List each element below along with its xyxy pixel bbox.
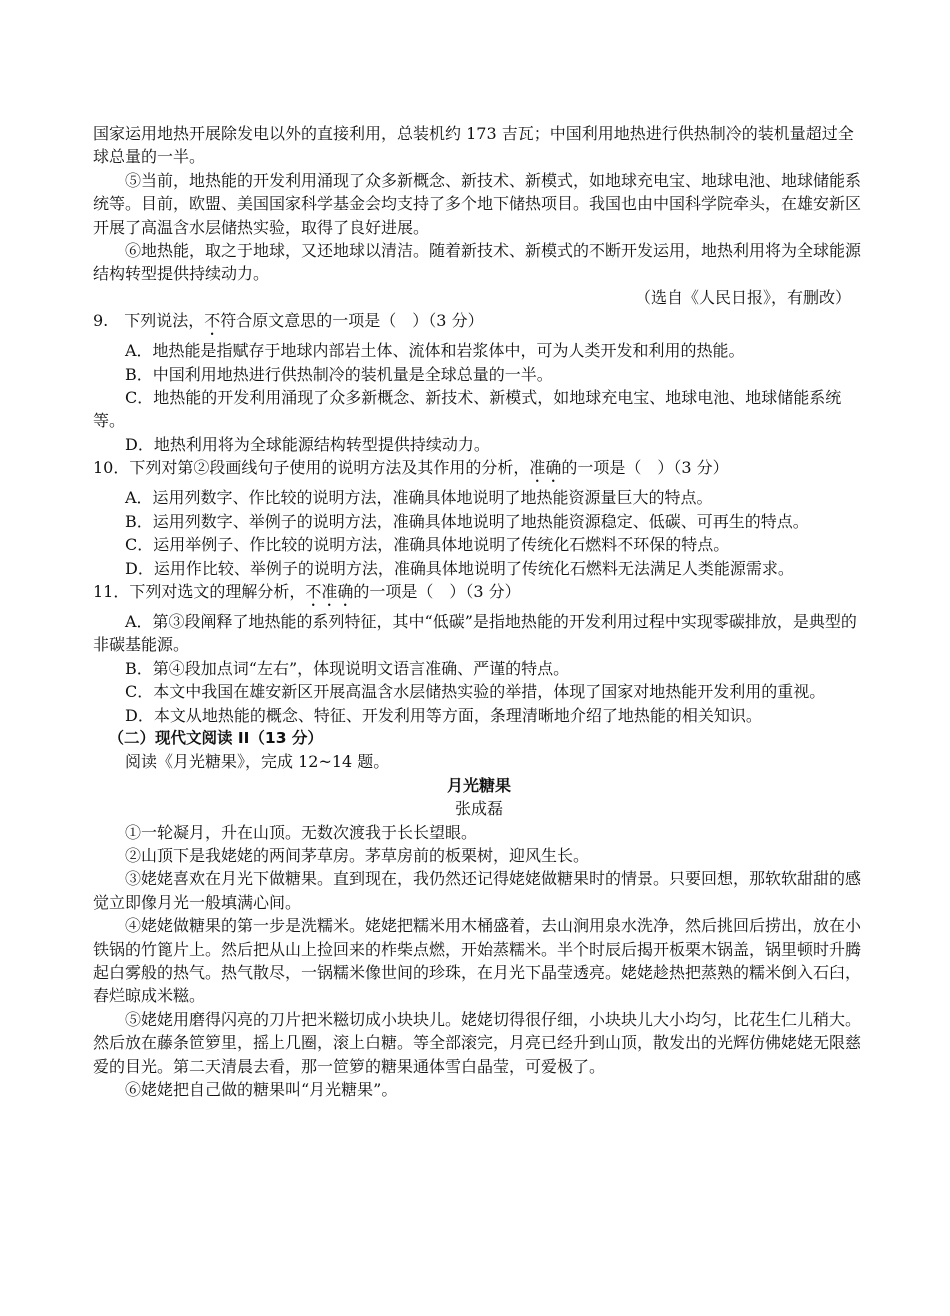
article-paragraph-6: ⑥地热能，取之于地球，又还地球以清洁。随着新技术、新模式的不断开发运用，地热利用将为全球能源结构转型提供持续动力。 bbox=[93, 241, 862, 284]
question-10-option-d: D．运用作比较、举例子的说明方法，准确具体地说明了传统化石燃料无法满足人类能源需求。 bbox=[125, 558, 794, 578]
article-source: （选自《人民日报》，有删改） bbox=[634, 287, 851, 307]
section-instruction: 阅读《月光糖果》，完成 12~14 题。 bbox=[125, 752, 390, 772]
question-11-text: 11．下列对选文的理解分析， bbox=[93, 581, 306, 601]
question-9-option-b: B．中国利用地热进行供热制冷的装机量是全球总量的一半。 bbox=[125, 364, 553, 384]
question-10-option-c: C．运用举例子、作比较的说明方法，准确具体地说明了传统化石燃料不环保的特点。 bbox=[125, 535, 730, 555]
question-11-option-d: D．本文从地热能的概念、特征、开发利用等方面，条理清晰地介绍了地热能的相关知识。 bbox=[125, 705, 762, 725]
question-10-option-b: B．运用列数字、举例子的说明方法，准确具体地说明了地热能资源稳定、低碳、可再生的特点。 bbox=[125, 511, 809, 531]
question-11-option-b: B．第④段加点词“左右”，体现说明文语言准确、严谨的特点。 bbox=[125, 658, 570, 678]
story-paragraph-1: ①一轮凝月，升在山顶。无数次渡我于长长望眼。 bbox=[125, 822, 478, 842]
story-paragraph-3: ③姥姥喜欢在月光下做糖果。直到现在，我仍然还记得姥姥做糖果时的情景。只要回想，那软软甜甜的感觉立即像月光一般填满心间。 bbox=[93, 869, 862, 912]
section-heading: （二）现代文阅读 II（13 分） bbox=[108, 728, 323, 747]
question-9-text: 9. 下列说法， bbox=[93, 311, 205, 331]
question-9-text-end: 符合原文意思的一项是（ ）（3 分） bbox=[220, 311, 484, 331]
question-9-option-d: D．地热利用将为全球能源结构转型提供持续动力。 bbox=[125, 434, 490, 454]
question-11-stem bbox=[93, 580, 865, 610]
question-11-option-c: C．本文中我国在雄安新区开展高温含水层储热实验的举措，体现了国家对地热能开发利用的重视。 bbox=[125, 682, 826, 702]
story-paragraph-5: ⑤姥姥用磨得闪亮的刀片把米糍切成小块块儿。姥姥切得很仔细，小块块儿大小均匀，比花生仁儿稍大。然后放在藤条笸箩里，摇上几圈，滚上白糖。等全部滚完，月亮已经升到山顶，散发出的光辉仿佛姥姥无限慈爱的目光。第二天清晨去看，那一笸箩的糖果通体雪白晶莹，可爱极了。 bbox=[93, 1009, 862, 1076]
story-paragraph-4: ④姥姥做糖果的第一步是洗糯米。姥姥把糯米用木桶盛着，去山涧用泉水洗净，然后挑回后捞出，放在小铁锅的竹篦片上。然后把从山上捡回来的柞柴点燃，开始蒸糯米。半个时辰后揭开板栗木锅盖，锅里顿时升腾起白雾般的热气。热气散尽，一锅糯米像世间的珍珠，在月光下晶莹透亮。姥姥趁热把蒸熟的糯米倒入石臼，舂烂晾成米糍。 bbox=[93, 916, 862, 1006]
story-title: 月光糖果 bbox=[446, 775, 511, 795]
article-paragraph-continued: 国家运用地热开展除发电以外的直接利用，总装机约 173 吉瓦；中国利用地热进行供热制冷的装机量超过全球总量的一半。 bbox=[93, 124, 854, 167]
question-10-stem bbox=[93, 456, 865, 486]
question-9-stem bbox=[93, 309, 865, 339]
story-paragraph-6: ⑥姥姥把自己做的糖果叫“月光糖果”。 bbox=[125, 1080, 398, 1100]
article-paragraph-5: ⑤当前，地热能的开发利用涌现了众多新概念、新技术、新模式，如地球充电宝、地球电池、地球储能系统等。目前，欧盟、美国国家科学基金会均支持了多个地下储热项目。我国也由中国科学院牵头，在雄安新区开展了高温含水层储热实验，取得了良好进展。 bbox=[93, 170, 862, 237]
question-9-option-c: C．地热能的开发利用涌现了众多新概念、新技术、新模式，如地球充电宝、地球电池、地球储能系统等。 bbox=[93, 388, 842, 431]
question-10-text-end: 的一项是（ ）（3 分） bbox=[561, 458, 729, 478]
question-11-text-end: 的一项是（ ）（3 分） bbox=[353, 581, 521, 601]
question-11-emphasis: 不准确 bbox=[305, 581, 354, 601]
question-10-text: 10．下列对第②段画线句子使用的说明方法及其作用的分析， bbox=[93, 458, 530, 478]
document-page bbox=[93, 122, 865, 1101]
question-9-option-a: A．地热能是指赋存于地球内部岩土体、流体和岩浆体中，可为人类开发和利用的热能。 bbox=[125, 341, 745, 361]
story-author: 张成磊 bbox=[454, 799, 503, 819]
question-11-option-a: A．第③段阐释了地热能的系列特征，其中“低碳”是指地热能的开发利用过程中实现零碳排放，是典型的非碳基能源。 bbox=[93, 611, 857, 655]
question-10-option-a: A．运用列数字、作比较的说明方法，准确具体地说明了地热能资源量巨大的特点。 bbox=[125, 488, 713, 508]
question-9-emphasis: 不 bbox=[204, 311, 221, 331]
question-10-emphasis: 准确 bbox=[529, 458, 562, 478]
story-paragraph-2: ②山顶下是我姥姥的两间茅草房。茅草房前的板栗树，迎风生长。 bbox=[125, 845, 590, 865]
